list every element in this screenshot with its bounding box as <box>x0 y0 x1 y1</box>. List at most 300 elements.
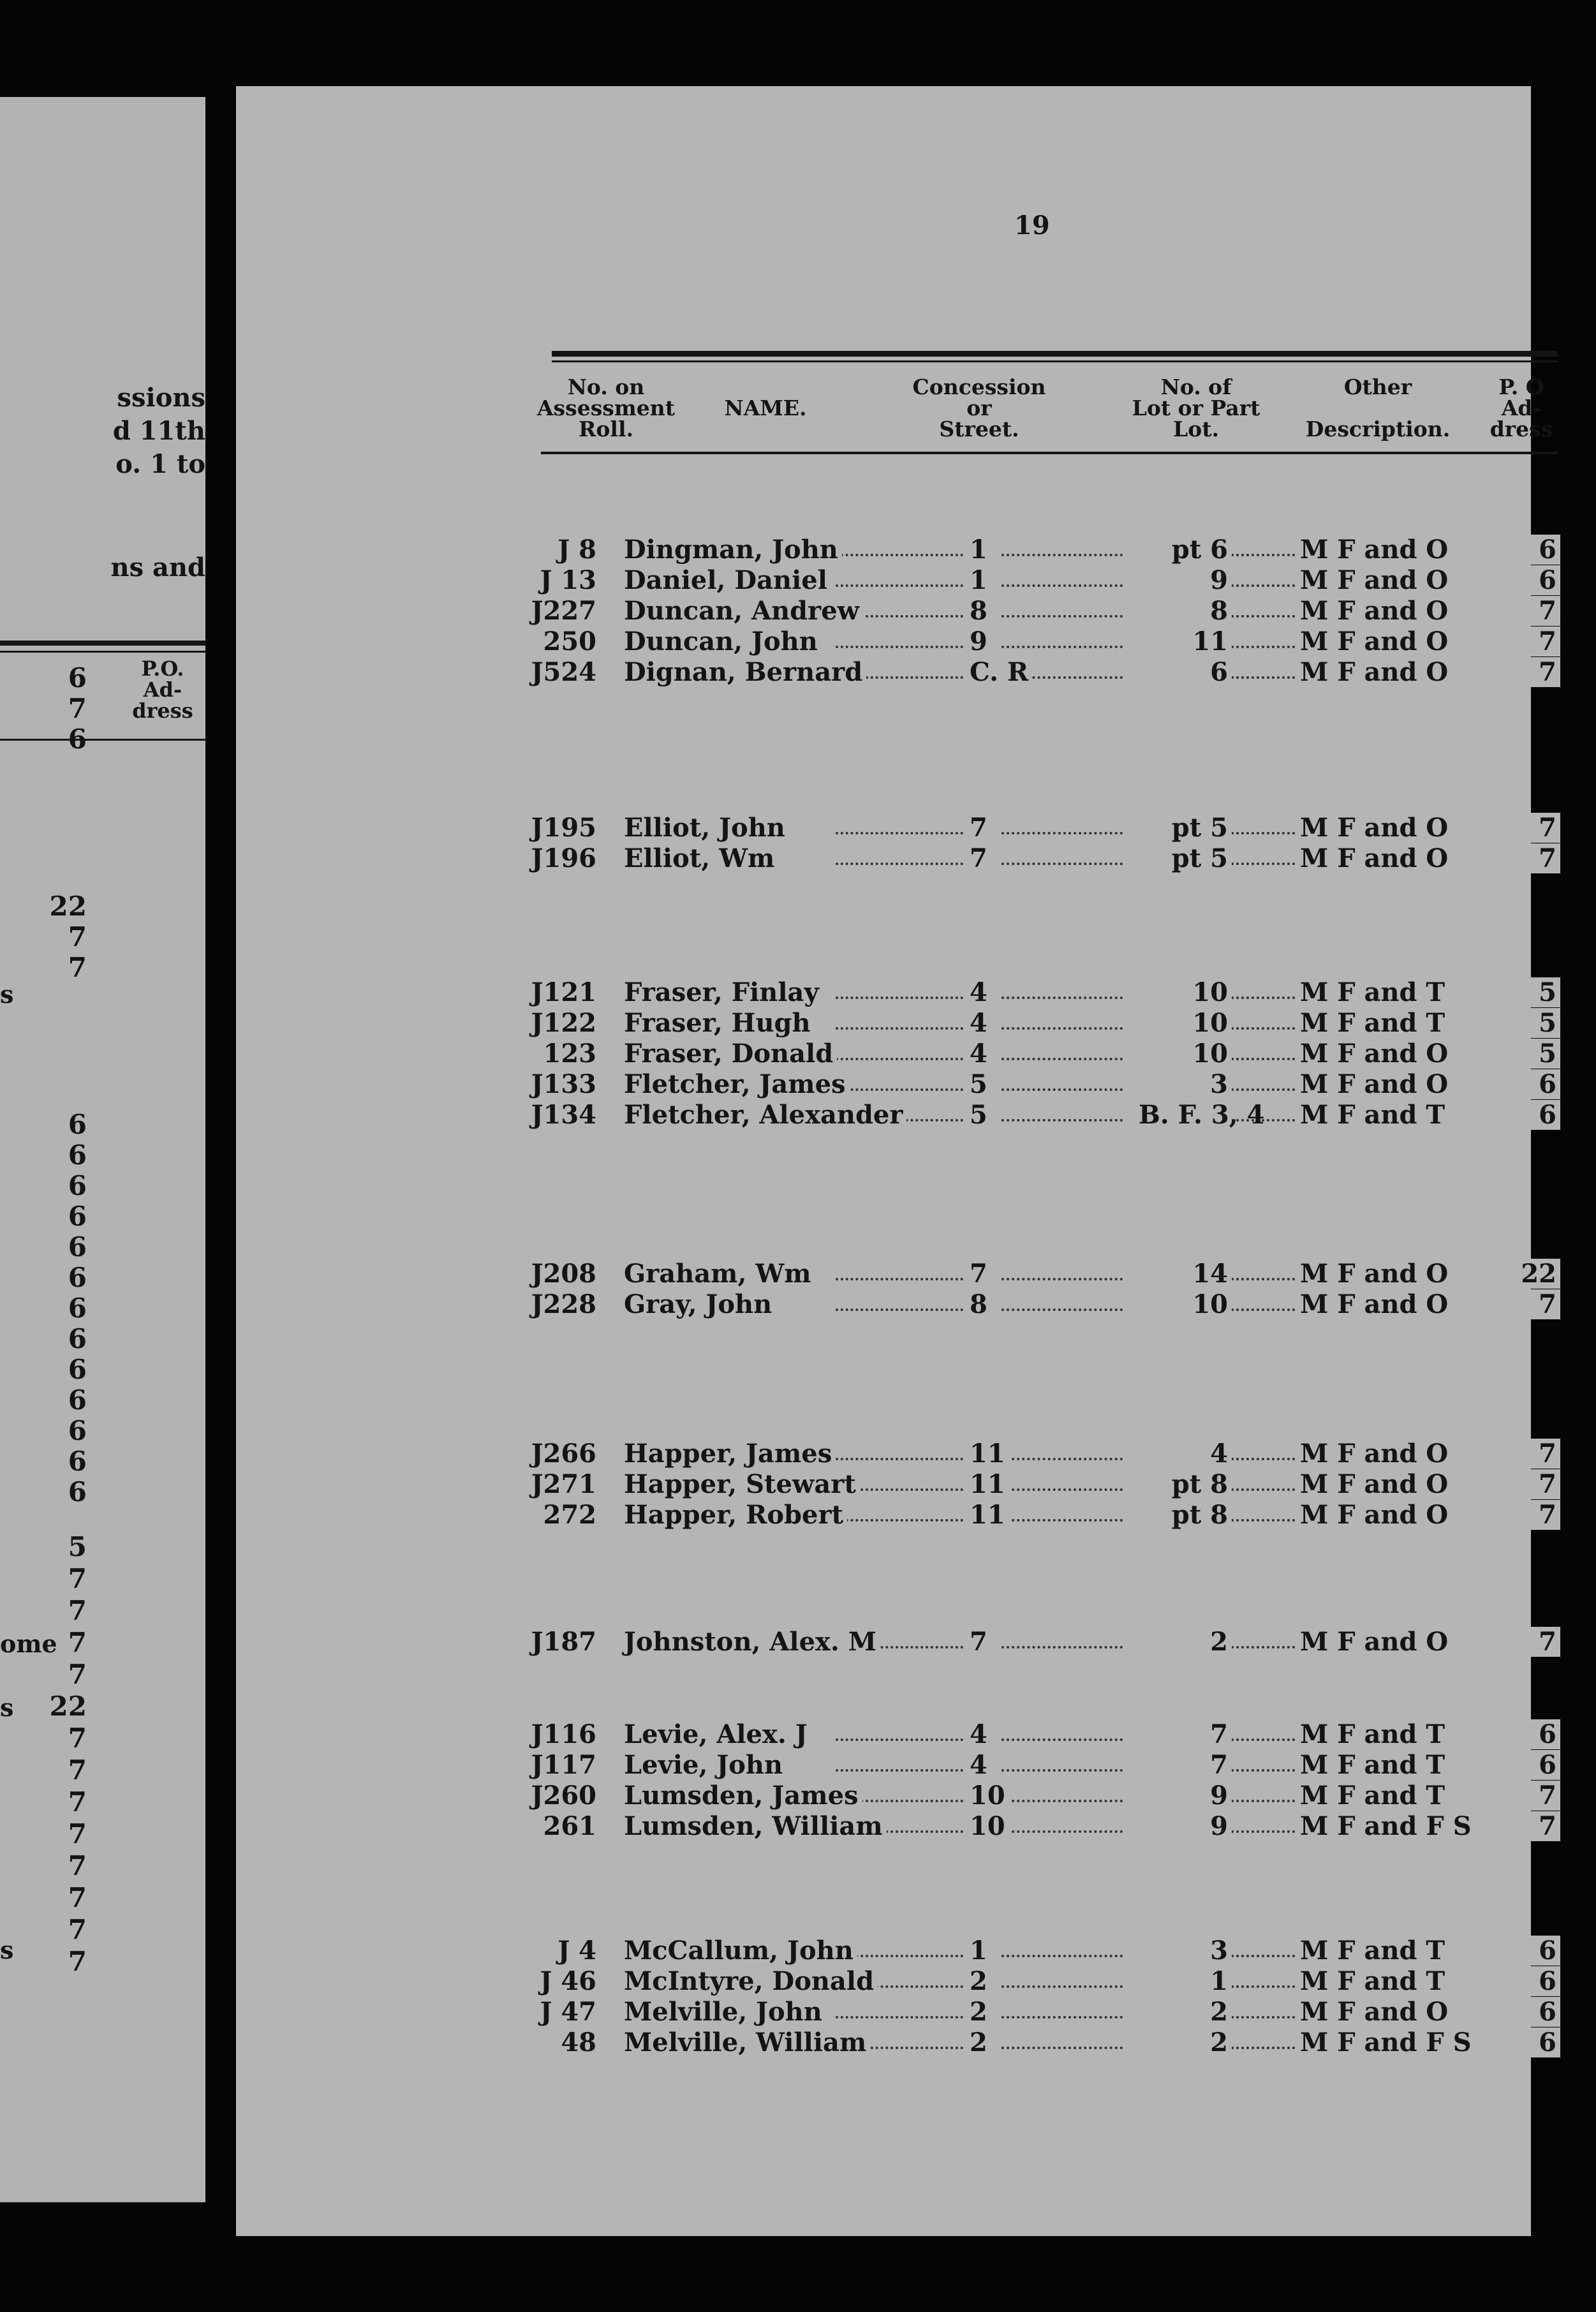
po-address-value: 6 <box>1505 535 1560 565</box>
description-value: M F and O <box>1300 1469 1452 1499</box>
roll-number: J260 <box>529 1781 600 1811</box>
description-value: M F and O <box>1300 1500 1452 1530</box>
left-po-value: 7 <box>68 1627 87 1658</box>
dot-leader <box>1231 646 1295 648</box>
person-name: Lumsden, William <box>624 1811 887 1841</box>
dot-leader <box>1001 832 1123 834</box>
table-row <box>236 1039 1576 1069</box>
description-value: M F and O <box>1300 1997 1452 2027</box>
person-name: Duncan, John <box>624 626 822 656</box>
dot-leader <box>1231 1488 1295 1491</box>
concession-value: 4 <box>970 1719 991 1749</box>
table-row <box>236 1750 1576 1781</box>
dot-leader <box>1231 1027 1295 1030</box>
col-header-line: Description. <box>1305 417 1451 441</box>
description-value: M F and O <box>1300 596 1452 626</box>
dot-leader <box>1001 615 1123 618</box>
roll-number: J266 <box>529 1439 600 1469</box>
dot-leader <box>1001 1830 1123 1833</box>
left-po-value: 7 <box>68 693 87 724</box>
person-name: Gray, John <box>624 1289 776 1319</box>
left-po-value: 7 <box>68 1914 87 1945</box>
po-address-value: 7 <box>1505 813 1560 843</box>
person-name: McIntyre, Donald <box>624 1966 878 1996</box>
left-po-header-line: P.O. <box>141 656 184 681</box>
left-side-mark: s <box>0 980 14 1009</box>
dot-leader <box>1231 676 1295 679</box>
dot-leader <box>1231 584 1295 587</box>
dot-leader <box>836 997 963 999</box>
lot-value: pt 8 <box>1139 1469 1232 1499</box>
person-name: Levie, John <box>624 1750 787 1780</box>
lot-value: B. F. 3, 4 <box>1139 1100 1265 1130</box>
roll-number: J208 <box>529 1259 600 1289</box>
left-header-rule <box>0 651 205 653</box>
person-name: Fletcher, Alexander <box>624 1100 906 1130</box>
dot-leader <box>1001 554 1123 556</box>
dot-leader <box>1001 1955 1123 1957</box>
left-text-line: ns and <box>110 552 205 582</box>
concession-value: 7 <box>970 843 991 873</box>
dot-leader <box>1001 1458 1123 1460</box>
dot-leader <box>836 1308 963 1311</box>
left-po-value: 6 <box>68 1323 87 1354</box>
person-name: Fletcher, James <box>624 1069 850 1099</box>
table-row <box>236 1100 1576 1130</box>
dot-leader <box>1231 832 1295 834</box>
table-row <box>236 1781 1576 1811</box>
po-address-value: 5 <box>1505 1039 1560 1069</box>
left-po-header-line: Ad- <box>143 678 182 702</box>
roll-number: J 8 <box>529 535 600 565</box>
concession-value: 1 <box>970 1936 991 1966</box>
register-page <box>236 86 1556 2236</box>
po-address-value: 6 <box>1505 1966 1560 1996</box>
dot-leader <box>1001 1488 1123 1491</box>
dot-leader <box>1001 646 1123 648</box>
left-po-value: 6 <box>68 1476 87 1508</box>
dot-leader <box>836 1058 963 1060</box>
lot-value: 4 <box>1139 1439 1232 1469</box>
concession-value: 1 <box>970 535 991 565</box>
left-po-value: 7 <box>68 1723 87 1754</box>
table-top-rule <box>552 351 1558 357</box>
dot-leader <box>836 1088 963 1091</box>
left-po-header-line: dress <box>132 699 193 723</box>
person-name: Fraser, Finlay <box>624 977 823 1007</box>
left-po-value: 7 <box>68 1563 87 1594</box>
lot-value: 8 <box>1139 596 1232 626</box>
lot-value: 14 <box>1139 1259 1232 1289</box>
col-header-concession <box>906 376 1053 440</box>
concession-value: 4 <box>970 1750 991 1780</box>
table-row <box>236 1500 1576 1530</box>
dot-leader <box>1231 1769 1295 1772</box>
description-value: M F and O <box>1300 1039 1452 1069</box>
lot-value: 2 <box>1139 1627 1232 1657</box>
dot-leader <box>836 1278 963 1280</box>
col-header-line: Roll. <box>579 417 633 441</box>
roll-number: 272 <box>529 1500 600 1530</box>
description-value: M F and O <box>1300 626 1452 656</box>
description-value: M F and F S <box>1300 1811 1475 1841</box>
roll-number: J187 <box>529 1627 600 1657</box>
dot-leader <box>1231 1955 1295 1957</box>
roll-number: J 13 <box>529 565 600 595</box>
lot-value: 3 <box>1139 1069 1232 1099</box>
roll-number: J228 <box>529 1289 600 1319</box>
lot-value: 2 <box>1139 2027 1232 2057</box>
roll-number: J 47 <box>529 1997 600 2027</box>
left-po-value: 7 <box>68 1786 87 1818</box>
table-row <box>236 1289 1576 1320</box>
left-po-value: 22 <box>49 1691 87 1722</box>
left-po-value: 7 <box>68 952 87 983</box>
person-name: Johnston, Alex. M <box>624 1627 880 1657</box>
dot-leader <box>836 2016 963 2019</box>
description-value: M F and T <box>1300 1781 1449 1811</box>
lot-value: 6 <box>1139 657 1232 687</box>
left-po-value: 7 <box>68 1754 87 1786</box>
left-po-value: 6 <box>68 723 87 755</box>
lot-value: 7 <box>1139 1719 1232 1749</box>
po-address-value: 6 <box>1505 1997 1560 2027</box>
dot-leader <box>1001 1058 1123 1060</box>
person-name: McCallum, John <box>624 1936 857 1966</box>
dot-leader <box>1231 2016 1295 2019</box>
lot-value: 3 <box>1139 1936 1232 1966</box>
table-row <box>236 1966 1576 1997</box>
table-row <box>236 843 1576 874</box>
roll-number: 250 <box>529 626 600 656</box>
description-value: M F and T <box>1300 1008 1449 1038</box>
left-side-mark: ome <box>0 1629 57 1658</box>
description-value: M F and O <box>1300 1259 1452 1289</box>
person-name: Happer, Robert <box>624 1500 847 1530</box>
dot-leader <box>1001 1278 1123 1280</box>
dot-leader <box>1231 1308 1295 1311</box>
left-po-value: 6 <box>68 662 87 693</box>
person-name: Dingman, John <box>624 535 842 565</box>
po-address-value: 5 <box>1505 977 1560 1007</box>
concession-value: 5 <box>970 1100 991 1130</box>
dot-leader <box>1001 1027 1123 1030</box>
person-name: Fraser, Donald <box>624 1039 837 1069</box>
po-address-value: 7 <box>1505 596 1560 626</box>
dot-leader <box>1001 863 1123 865</box>
po-address-value: 6 <box>1505 1100 1560 1130</box>
table-row <box>236 1627 1576 1657</box>
concession-value: 5 <box>970 1069 991 1099</box>
concession-value: 9 <box>970 626 991 656</box>
person-name: Melville, John <box>624 1997 826 2027</box>
table-row <box>236 535 1576 565</box>
left-po-value: 6 <box>68 1109 87 1140</box>
left-po-value: 6 <box>68 1139 87 1171</box>
lot-value: 9 <box>1139 565 1232 595</box>
dot-leader <box>1231 1088 1295 1091</box>
left-po-value: 7 <box>68 1882 87 1913</box>
lot-value: 2 <box>1139 1997 1232 2027</box>
left-po-value: 7 <box>68 921 87 952</box>
concession-value: 11 <box>970 1500 1009 1530</box>
description-value: M F and F S <box>1300 2027 1475 2057</box>
concession-value: 7 <box>970 1627 991 1657</box>
description-value: M F and O <box>1300 1289 1452 1319</box>
table-row <box>236 1936 1576 1966</box>
description-value: M F and T <box>1300 1750 1449 1780</box>
po-address-value: 7 <box>1505 1289 1560 1319</box>
dot-leader <box>1231 1058 1295 1060</box>
lot-value: pt 5 <box>1139 843 1232 873</box>
dot-leader <box>1231 1830 1295 1833</box>
table-header-rule <box>541 452 1558 454</box>
po-address-value: 7 <box>1505 1469 1560 1499</box>
left-header-rule <box>0 641 205 646</box>
concession-value: 7 <box>970 813 991 843</box>
dot-leader <box>1001 1088 1123 1091</box>
description-value: M F and O <box>1300 813 1452 843</box>
po-address-value: 7 <box>1505 1781 1560 1811</box>
col-header-po <box>1483 376 1560 440</box>
dot-leader <box>1001 1519 1123 1522</box>
po-address-value: 7 <box>1505 843 1560 873</box>
table-top-rule-thin <box>552 360 1558 362</box>
dot-leader <box>836 863 963 865</box>
table-row <box>236 813 1576 843</box>
table-row <box>236 1439 1576 1469</box>
left-po-value: 6 <box>68 1446 87 1477</box>
dot-leader <box>1231 1646 1295 1649</box>
roll-number: 261 <box>529 1811 600 1841</box>
description-value: M F and O <box>1300 535 1452 565</box>
left-po-value: 7 <box>68 1818 87 1849</box>
col-header-line: No. of <box>1160 374 1232 399</box>
po-address-value: 6 <box>1505 2027 1560 2057</box>
dot-leader <box>1001 1769 1123 1772</box>
lot-value: 10 <box>1139 1039 1232 1069</box>
dot-leader <box>1001 997 1123 999</box>
dot-leader <box>836 646 963 648</box>
person-name: Elliot, Wm <box>624 843 778 873</box>
dot-leader <box>836 1519 963 1522</box>
dot-leader <box>1231 1519 1295 1522</box>
left-po-value: 7 <box>68 1850 87 1881</box>
table-row <box>236 1259 1576 1289</box>
roll-number: J 46 <box>529 1966 600 1996</box>
concession-value: 11 <box>970 1439 1009 1469</box>
col-header-line: dress <box>1489 417 1553 441</box>
concession-value: 4 <box>970 1008 991 1038</box>
dot-leader <box>1001 2047 1123 2049</box>
left-po-header <box>121 658 204 722</box>
person-name: Happer, Stewart <box>624 1469 860 1499</box>
lot-value: 7 <box>1139 1750 1232 1780</box>
dot-leader <box>1231 615 1295 618</box>
left-text-line: ssions <box>117 383 205 413</box>
left-po-value: 6 <box>68 1262 87 1293</box>
table-row <box>236 626 1576 657</box>
left-po-value: 6 <box>68 1201 87 1232</box>
table-row <box>236 1997 1576 2027</box>
po-address-value: 5 <box>1505 1008 1560 1038</box>
dot-leader <box>836 1458 963 1460</box>
person-name: Melville, William <box>624 2027 870 2057</box>
concession-value: 11 <box>970 1469 1009 1499</box>
person-name: Dignan, Bernard <box>624 657 866 687</box>
person-name: Levie, Alex. J <box>624 1719 811 1749</box>
left-po-value: 6 <box>68 1354 87 1385</box>
col-header-line: Street. <box>939 417 1019 441</box>
description-value: M F and T <box>1300 1936 1449 1966</box>
left-side-mark: s <box>0 1693 14 1722</box>
dot-leader <box>1231 1800 1295 1802</box>
concession-value: 2 <box>970 1997 991 2027</box>
col-header-line: Lot. <box>1173 417 1219 441</box>
table-row <box>236 1719 1576 1750</box>
description-value: M F and O <box>1300 1627 1452 1657</box>
roll-number: J227 <box>529 596 600 626</box>
dot-leader <box>1001 1308 1123 1311</box>
col-header-no <box>536 376 676 440</box>
po-address-value: 7 <box>1505 1439 1560 1469</box>
dot-leader <box>1231 1458 1295 1460</box>
person-name: Fraser, Hugh <box>624 1008 815 1038</box>
po-address-value: 7 <box>1505 1627 1560 1657</box>
left-po-value: 7 <box>68 1946 87 1977</box>
dot-leader <box>836 584 963 587</box>
roll-number: J133 <box>529 1069 600 1099</box>
lot-value: pt 8 <box>1139 1500 1232 1530</box>
page-number: 19 <box>1014 211 1050 241</box>
col-header-line: Assessment <box>536 396 676 420</box>
lot-value: 10 <box>1139 977 1232 1007</box>
left-po-value: 22 <box>49 891 87 922</box>
concession-value: 2 <box>970 1966 991 1996</box>
roll-number: 48 <box>529 2027 600 2057</box>
po-address-value: 6 <box>1505 1719 1560 1749</box>
person-name: Daniel, Daniel <box>624 565 831 595</box>
concession-value: 4 <box>970 977 991 1007</box>
col-header-line: Other <box>1343 374 1412 399</box>
description-value: M F and T <box>1300 1100 1449 1130</box>
dot-leader <box>1001 1800 1123 1802</box>
dot-leader <box>1231 863 1295 865</box>
person-name: Duncan, Andrew <box>624 596 863 626</box>
dot-leader <box>1231 1738 1295 1741</box>
dot-leader <box>1231 1985 1295 1988</box>
concession-value: 8 <box>970 1289 991 1319</box>
description-value: M F and T <box>1300 1719 1449 1749</box>
roll-number: J122 <box>529 1008 600 1038</box>
col-header-description <box>1301 376 1454 440</box>
left-side-mark: s <box>0 1936 14 1964</box>
lot-value: 9 <box>1139 1781 1232 1811</box>
table-row <box>236 1008 1576 1039</box>
table-row <box>236 1811 1576 1842</box>
po-address-value: 7 <box>1505 626 1560 656</box>
dot-leader <box>1231 2047 1295 2049</box>
table-row <box>236 565 1576 596</box>
lot-value: 11 <box>1139 626 1232 656</box>
concession-value: C. R <box>970 657 1032 687</box>
concession-value: 1 <box>970 565 991 595</box>
description-value: M F and O <box>1300 1439 1452 1469</box>
dot-leader <box>836 1738 963 1741</box>
left-po-value: 6 <box>68 1384 87 1416</box>
left-po-value: 5 <box>68 1531 87 1562</box>
person-name: Graham, Wm <box>624 1259 815 1289</box>
dot-leader <box>1231 1278 1295 1280</box>
col-header-line: P. O <box>1498 374 1544 399</box>
left-po-value: 7 <box>68 1595 87 1626</box>
description-value: M F and T <box>1300 1966 1449 1996</box>
roll-number: J 4 <box>529 1936 600 1966</box>
concession-value: 10 <box>970 1811 1009 1841</box>
lot-value: 1 <box>1139 1966 1232 1996</box>
description-value: M F and O <box>1300 1069 1452 1099</box>
dot-leader <box>1001 1119 1123 1122</box>
lot-value: 9 <box>1139 1811 1232 1841</box>
concession-value: 2 <box>970 2027 991 2057</box>
dot-leader <box>836 832 963 834</box>
table-row <box>236 1069 1576 1100</box>
person-name: Lumsden, James <box>624 1781 862 1811</box>
left-page-fragment <box>0 97 205 2202</box>
dot-leader <box>836 1027 963 1030</box>
roll-number: J196 <box>529 843 600 873</box>
dot-leader <box>1001 2016 1123 2019</box>
col-header-line: Concession <box>912 374 1046 399</box>
po-address-value: 6 <box>1505 1069 1560 1099</box>
po-address-value: 22 <box>1505 1259 1560 1289</box>
col-header-line: Ad- <box>1501 396 1542 420</box>
left-po-value: 6 <box>68 1415 87 1446</box>
description-value: M F and T <box>1300 977 1449 1007</box>
dot-leader <box>1001 1985 1123 1988</box>
description-value: M F and O <box>1300 565 1452 595</box>
person-name: Happer, James <box>624 1439 836 1469</box>
concession-value: 8 <box>970 596 991 626</box>
lot-value: pt 6 <box>1139 535 1232 565</box>
po-address-value: 7 <box>1505 657 1560 687</box>
lot-value: pt 5 <box>1139 813 1232 843</box>
left-po-value: 6 <box>68 1293 87 1324</box>
roll-number: J121 <box>529 977 600 1007</box>
col-header-lot <box>1123 376 1269 440</box>
po-address-value: 7 <box>1505 1500 1560 1530</box>
left-text-line: o. 1 to <box>115 449 205 479</box>
roll-number: J195 <box>529 813 600 843</box>
left-text-line: d 11th <box>112 416 205 446</box>
col-header-name: NAME. <box>724 396 807 420</box>
left-po-value: 6 <box>68 1170 87 1201</box>
dot-leader <box>1231 997 1295 999</box>
col-header-line: Lot or Part <box>1132 396 1260 420</box>
left-po-value: 6 <box>68 1231 87 1263</box>
roll-number: J116 <box>529 1719 600 1749</box>
roll-number: 123 <box>529 1039 600 1069</box>
dot-leader <box>836 554 963 556</box>
dot-leader <box>1001 1646 1123 1649</box>
description-value: M F and O <box>1300 843 1452 873</box>
table-row <box>236 977 1576 1008</box>
po-address-value: 6 <box>1505 1936 1560 1966</box>
dot-leader <box>1001 1738 1123 1741</box>
roll-number: J117 <box>529 1750 600 1780</box>
lot-value: 10 <box>1139 1008 1232 1038</box>
left-po-value: 7 <box>68 1659 87 1690</box>
